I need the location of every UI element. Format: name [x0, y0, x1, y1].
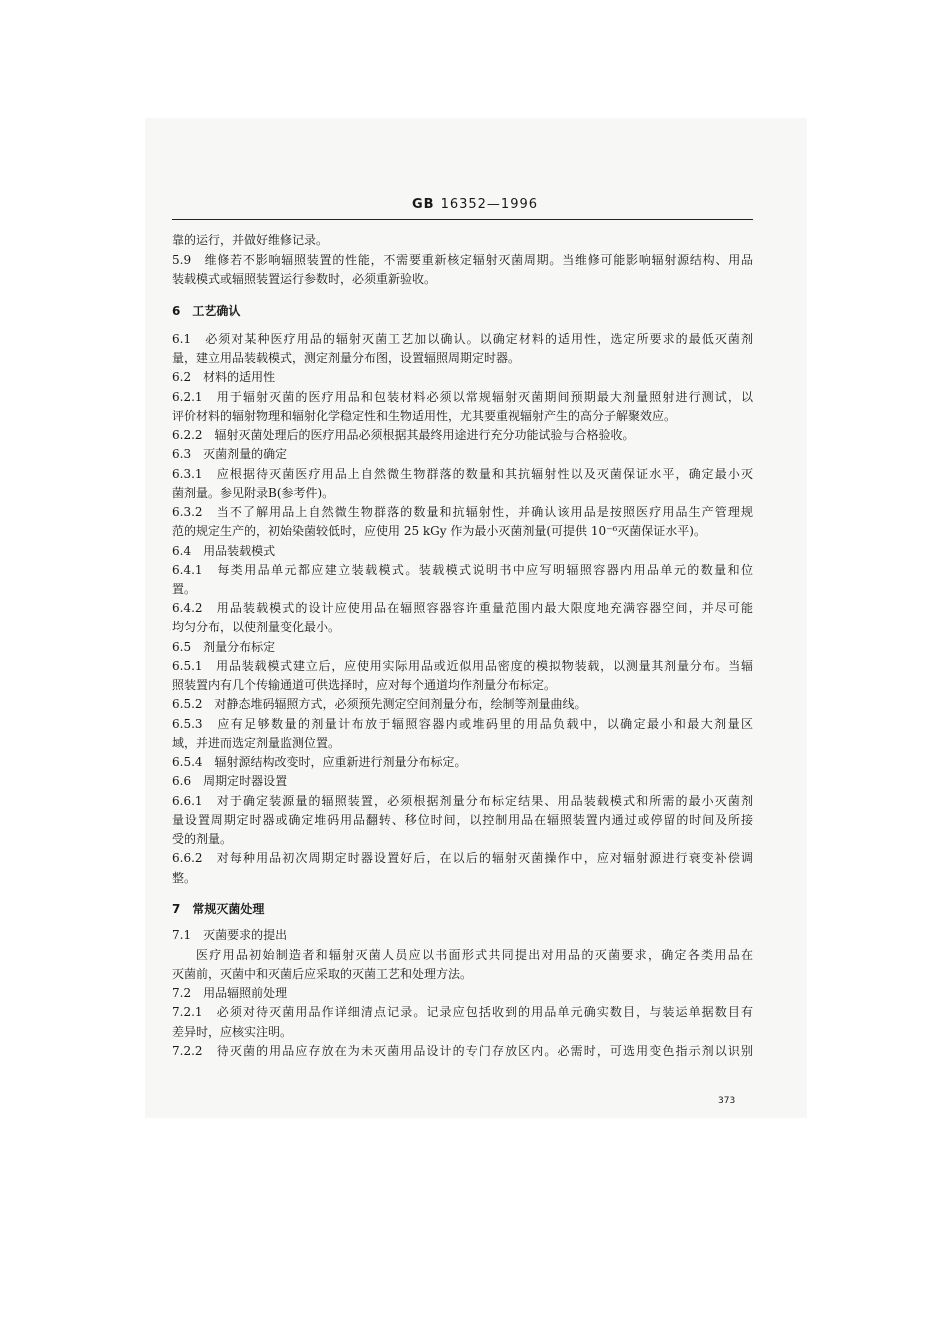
text-line: 7.2.2 待灭菌的用品应存放在为未灭菌用品设计的专门存放区内。必需时，可选用变色指示剂以识别 — [172, 1044, 753, 1058]
header-rule — [172, 219, 753, 220]
text-line: 置。 — [172, 582, 197, 596]
text-line: 6.5.3 应有足够数量的剂量计布放于辐照容器内或堆码里的用品负载中，以确定最小和最大剂量区 — [172, 717, 753, 731]
text-line: 6.5.4 辐射源结构改变时，应重新进行剂量分布标定。 — [172, 755, 467, 769]
text-line: 域，并进而选定剂量监测位置。 — [172, 736, 341, 750]
text-line: 医疗用品初始制造者和辐射灭菌人员应以书面形式共同提出对用品的灭菌要求，确定各类用品在 — [196, 948, 753, 962]
text-line: 6.4.2 用品装载模式的设计应使用品在辐照容器容许重量范围内最大限度地充满容器空间，并尽可能 — [172, 601, 753, 615]
subsection-heading: 6.3 灭菌剂量的确定 — [172, 447, 288, 461]
text-line: 6.5.1 用品装载模式建立后，应使用实际用品或近似用品密度的模拟物装载，以测量其剂量分布。当辐 — [172, 659, 753, 673]
text-line: 照装置内有几个传输通道可供选择时，应对每个通道均作剂量分布标定。 — [172, 678, 557, 692]
subsection-heading: 6.6 周期定时器设置 — [172, 774, 288, 788]
standard-number: 16352—1996 — [440, 197, 539, 212]
text-line: 整。 — [172, 871, 197, 885]
text-line: 装载模式或辐照装置运行参数时，必须重新验收。 — [172, 272, 437, 286]
text-line: 6.3.1 应根据待灭菌医疗用品上自然微生物群落的数量和其抗辐射性以及灭菌保证水平，确定最小灭 — [172, 467, 753, 481]
text-line: 靠的运行，并做好维修记录。 — [172, 233, 329, 247]
standard-code-header — [0, 197, 950, 212]
subsection-heading: 6.5 剂量分布标定 — [172, 640, 276, 654]
text-line: 6.6.2 对每种用品初次周期定时器设置好后，在以后的辐射灭菌操作中，应对辐射源进行衰变补偿调 — [172, 851, 753, 865]
text-line: 7.2.1 必须对待灭菌用品作详细清点记录。记录应包括收到的用品单元确实数目，与装运单据数目有 — [172, 1005, 753, 1019]
standard-prefix: GB — [411, 197, 435, 212]
text-line: 量，建立用品装载模式，测定剂量分布图，设置辐照周期定时器。 — [172, 351, 521, 365]
text-line: 差异时，应核实注明。 — [172, 1025, 293, 1039]
text-line: 灭菌前，灭菌中和灭菌后应采取的灭菌工艺和处理方法。 — [172, 967, 473, 981]
subsection-heading: 6.2 材料的适用性 — [172, 370, 276, 384]
text-line: 量设置周期定时器或确定堆码用品翻转、移位时间，以控制用品在辐照装置内通过或停留的时间及所接 — [172, 813, 753, 827]
text-line: 6.6.1 对于确定装源量的辐照装置，必须根据剂量分布标定结果、用品装载模式和所需的最小灭菌剂 — [172, 794, 753, 808]
text-line: 6.2.2 辐射灭菌处理后的医疗用品必须根据其最终用途进行充分功能试验与合格验收。 — [172, 428, 635, 442]
page-number: 373 — [718, 1096, 736, 1106]
section-heading: 7 常规灭菌处理 — [172, 902, 265, 916]
text-line: 均匀分布，以使剂量变化最小。 — [172, 620, 341, 634]
text-line: 6.5.2 对静态堆码辐照方式，必须预先测定空间剂量分布，绘制等剂量曲线。 — [172, 697, 587, 711]
text-line: 评价材料的辐射物理和辐射化学稳定性和生物适用性，尤其要重视辐射产生的高分子解聚效应。 — [172, 409, 677, 423]
subsection-heading: 7.2 用品辐照前处理 — [172, 986, 288, 1000]
text-line: 5.9 维修若不影响辐照装置的性能，不需要重新核定辐射灭菌周期。当维修可能影响辐射源结构、用品 — [172, 253, 753, 267]
text-line: 范的规定生产的，初始染菌较低时，应使用 25 kGy 作为最小灭菌剂量(可提供 10⁻⁶灭菌保证水平)。 — [172, 524, 706, 538]
text-line: 6.4.1 每类用品单元都应建立装载模式。装载模式说明书中应写明辐照容器内用品单元的数量和位 — [172, 563, 753, 577]
text-line: 6.1 必须对某种医疗用品的辐射灭菌工艺加以确认。以确定材料的适用性，选定所要求的最低灭菌剂 — [172, 332, 753, 346]
section-heading: 6 工艺确认 — [172, 304, 241, 318]
subsection-heading: 7.1 灭菌要求的提出 — [172, 928, 288, 942]
subsection-heading: 6.4 用品装载模式 — [172, 544, 276, 558]
text-line: 6.2.1 用于辐射灭菌的医疗用品和包装材料必须以常规辐射灭菌期间预期最大剂量照射进行测试，以 — [172, 390, 753, 404]
text-line: 6.3.2 当不了解用品上自然微生物群落的数量和抗辐射性，并确认该用品是按照医疗用品生产管理规 — [172, 505, 753, 519]
text-line: 菌剂量。参见附录B(参考件)。 — [172, 486, 335, 500]
text-line: 受的剂量。 — [172, 832, 233, 846]
